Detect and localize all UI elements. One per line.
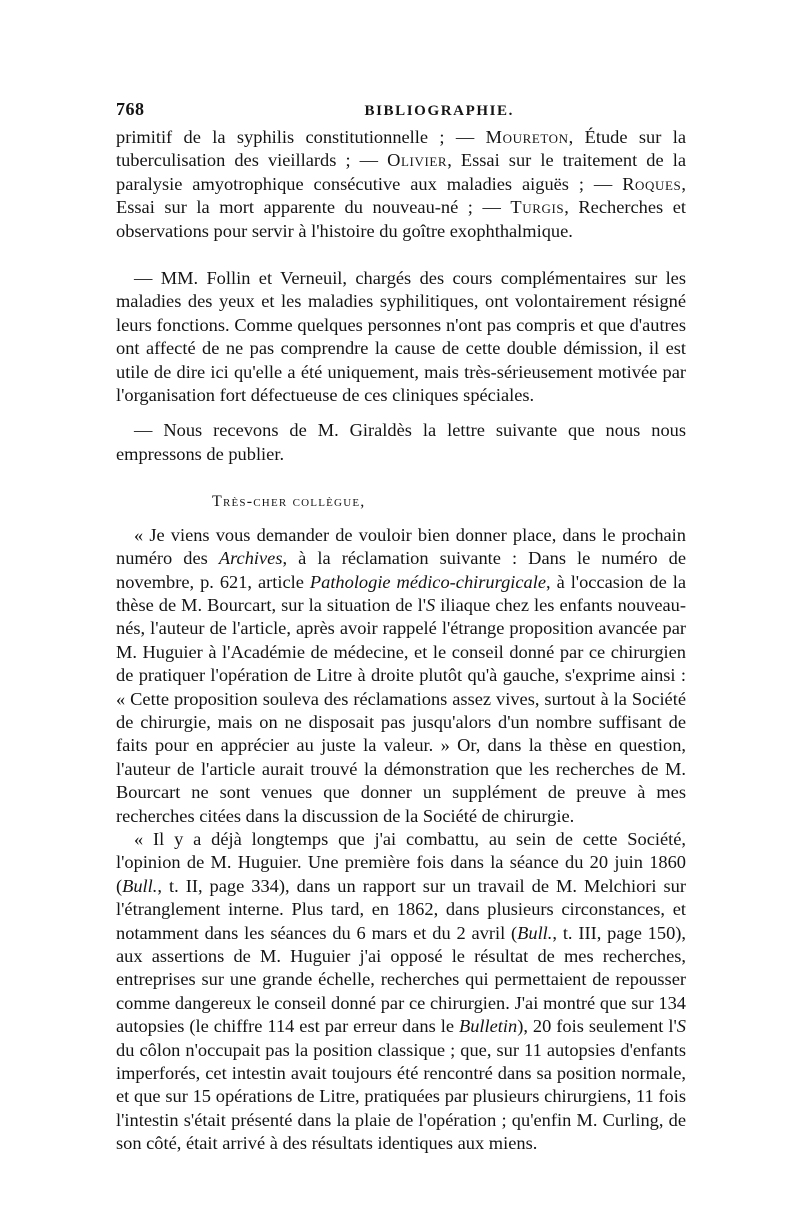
journal-title: Archives — [218, 548, 283, 569]
text-run: , t. II, page 334), dans un rapport sur un travail de M. Melchiori sur l'étranglement interne. Plus tard, en 1862, dans plusieurs circonstances, et notamment dans les séances du 6 mars et du 2 avril ( — [116, 875, 686, 943]
text-run: , Recherches et observations pour servir à l'histoire du goître exophthalmique. — [116, 197, 686, 241]
page-number: 768 — [116, 99, 145, 119]
paragraph-letter-body-2 — [116, 828, 686, 1156]
text-run: « Il y a déjà longtemps que j'ai combattu, au sein de cette Société, l'opinion de M. Huguier. Une première fois dans la séance du 20 juin 1860 ( — [116, 828, 686, 896]
text-run: du côlon n'occupait pas la position classique ; que, sur 11 autopsies d'enfants imperforés, cet intestin avait toujours été rencontré dans sa position normale, et que sur 15 opérations de Litre, pratiquées par plusieurs chirurgiens, 11 fois l'intestin s'était présenté dans la plaie de l'opération ; qu'enfin M. Curling, de son côté, était arrivé à des résultats identiques aux miens. — [116, 1039, 686, 1154]
text-run: , Essai sur le traitement de la paralysie amyotrophique consécutive aux maladies aiguës ; — — [116, 150, 687, 194]
author-name: Turgis — [510, 197, 565, 218]
citation-title: Bulletin — [458, 1016, 518, 1037]
text-run: « Je viens vous demander de vouloir bien donner place, dans le prochain numéro des — [116, 524, 686, 569]
text-run: iliaque chez les enfants nouveau-nés, l'auteur de l'article, après avoir rappelé l'étrange proposition avancée par M. Huguier à l'Académie de médecine, et le conseil donné par ce chirurgien de pratiquer l'opération de Litre à droite plutôt qu'à gauche, s'exprime ainsi : « Cette proposition souleva des réclamations assez vives, surtout à la Société de chirurgie, mais on ne disposait pas jusqu'alors d'un nombre suffisant de faits pour en apprécier au juste la valeur. » Or, dans la thèse en question, l'auteur de l'article aurait trouvé la démonstration que les recherches de M. Bourcart ne sont venues que donner un supplément de preuve à mes recherches citées dans la discussion de la Société de chirurgie. — [116, 594, 686, 826]
author-name: Moureton — [485, 127, 569, 147]
book-page — [116, 98, 686, 1156]
text-run: , à l'occasion de la thèse de M. Bourcart, sur la situation de l' — [116, 571, 686, 615]
paragraph-gap — [116, 407, 686, 419]
paragraph-gap — [116, 466, 686, 490]
text-run: , t. III, page 150), aux assertions de M. Huguier j'ai opposé le résultat de mes recherches, entreprises sur une grande échelle, recherches qui permettaient de repousser comme dangereux le conseil donné par ce chirurgien. J'ai montré que sur 134 autopsies (le chiffre 114 est par erreur dans le — [116, 922, 686, 1037]
article-title: Pathologie médico-chirurgicale — [309, 571, 547, 592]
paragraph-thesis-list — [116, 126, 686, 243]
paragraph-letter-intro: — Nous recevons de M. Giraldès la lettre suivante que nous nous empressons de publier. — [116, 420, 686, 464]
letter-salutation: Très-cher collègue, — [212, 493, 366, 511]
text-run: ), 20 fois seulement l' — [517, 1016, 677, 1037]
paragraph-letter-body-1 — [116, 524, 686, 828]
author-name: Roques — [622, 173, 682, 194]
italic-letter: S — [426, 594, 436, 615]
author-name: Olivier — [387, 150, 448, 171]
paragraph-gap — [116, 243, 686, 267]
running-head — [116, 98, 686, 126]
italic-letter: S — [676, 1016, 686, 1037]
text-run: primitif de la syphilis constitutionnelle ; — — [116, 127, 486, 147]
citation-abbrev: Bull. — [517, 922, 553, 943]
citation-abbrev: Bull. — [122, 875, 158, 896]
section-title: BIBLIOGRAPHIE. — [364, 103, 514, 119]
text-run: , Étude sur la tuberculisation des vieillards ; — — [116, 127, 686, 171]
text-run: , à la réclamation suivante : Dans le numéro de novembre, p. 621, article — [116, 548, 686, 592]
paragraph-resignation: — MM. Follin et Verneuil, chargés des cours complémentaires sur les maladies des yeux et les maladies syphilitiques, ont volontairement résigné leurs fonctions. Comme quelques personnes n'ont pas compris et que d'autres ont affecté de ne pas comprendre la cause de cette double démission, il est utile de dire ici qu'elle a été uniquement, mais très-sérieusement motivée par l'organisation fort défectueuse de ces cliniques spéciales. — [116, 268, 686, 406]
text-run: , Essai sur la mort apparente du nouveau-né ; — — [116, 173, 686, 218]
